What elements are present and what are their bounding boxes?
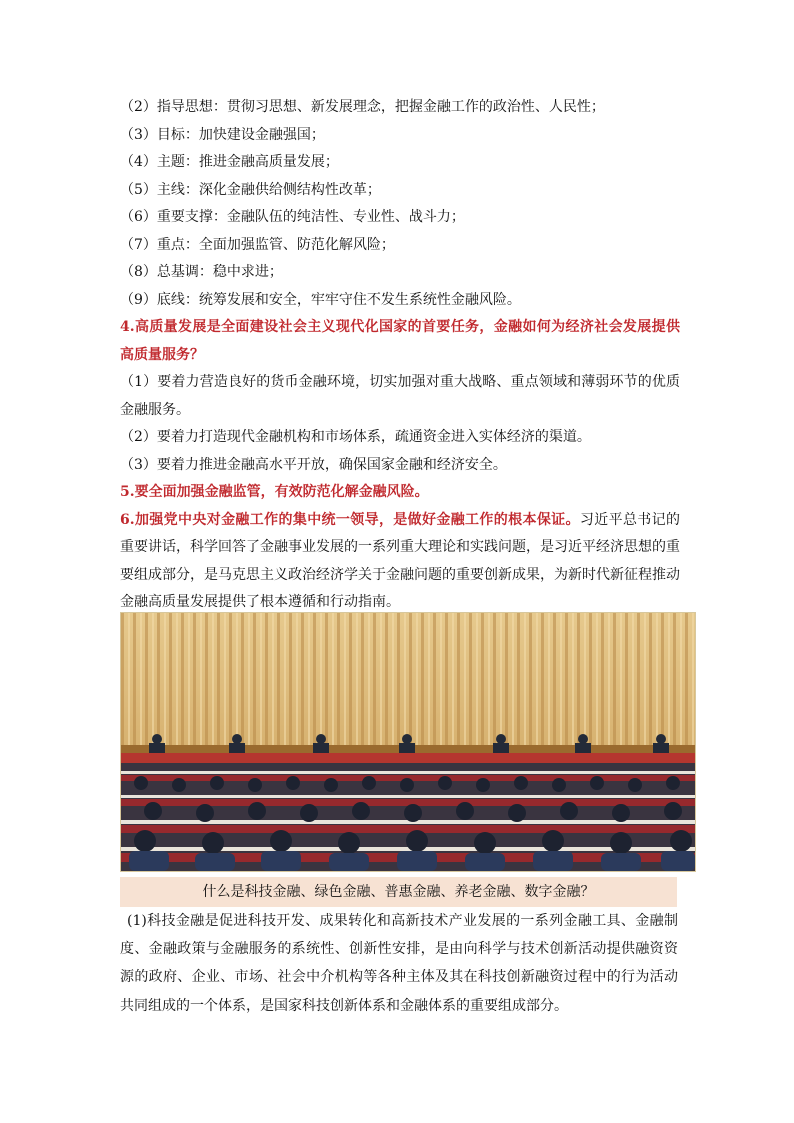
- list-item: （3）目标：加快建设金融强国；: [120, 126, 325, 143]
- section-heading-5: 5.要全面加强金融监管，有效防范化解金融风险。: [120, 484, 429, 500]
- conference-photo: [120, 612, 696, 872]
- photo-caption: 什么是科技金融、绿色金融、普惠金融、养老金融、数字金融？: [120, 877, 677, 907]
- conference-hall-image: [121, 613, 695, 871]
- list-item: （4）主题：推进金融高质量发展；: [120, 154, 339, 170]
- list-item: （9）底线：统筹发展和安全，牢牢守住不发生系统性金融风险。: [120, 291, 521, 308]
- list-item: （5）主线：深化金融供给侧结构性改革；: [120, 181, 381, 198]
- section-6-body: 习近平总书记的重要讲话，科学回答了金融事业发展的一系列重大理论和实践问题，是习近平经济思想的重要组成部分，是马克思主义政治经济学关于金融问题的重要创新成果，为新时代新征程推动金融高质量发展提供了根本遵循和行动指南。: [120, 511, 681, 610]
- section-heading-4: 4.高质量发展是全面建设社会主义现代化国家的首要任务，金融如何为经济社会发展提供高质量服务？: [120, 319, 680, 363]
- list-item: （8）总基调：稳中求进；: [120, 264, 283, 280]
- list-item: （7）重点：全面加强监管、防范化解风险；: [120, 236, 395, 253]
- tech-finance-paragraph: (1)科技金融是促进科技开发、成果转化和高新技术产业发展的一系列金融工具、金融制度、金融政策与金融服务的系统性、创新性安排，是由向科学与技术创新活动提供融资资源的政府、企业、市场、社会中介机构等各种主体及其在科技创新融资过程中的行为活动共同组成的一个体系，是国家科技创新体系和金融体系的重要组成部分。: [120, 913, 678, 1014]
- list-item: （6）重要支撑：金融队伍的纯洁性、专业性、战斗力；: [120, 209, 465, 225]
- document-body: [120, 94, 680, 617]
- list-item: （2）指导思想：贯彻习思想、新发展理念，把握金融工作的政治性、人民性；: [120, 99, 605, 115]
- section-6-paragraph: [120, 507, 680, 617]
- list-item: （1）要着力营造良好的货币金融环境，切实加强对重大战略、重点领域和薄弱环节的优质金融服务。: [120, 374, 680, 418]
- list-item: （2）要着力打造现代金融机构和市场体系，疏通资金进入实体经济的渠道。: [120, 429, 591, 445]
- section-heading-6: 6.加强党中央对金融工作的集中统一领导，是做好金融工作的根本保证。: [120, 511, 580, 528]
- list-item: （3）要着力推进金融高水平开放，确保国家金融和经济安全。: [120, 456, 507, 473]
